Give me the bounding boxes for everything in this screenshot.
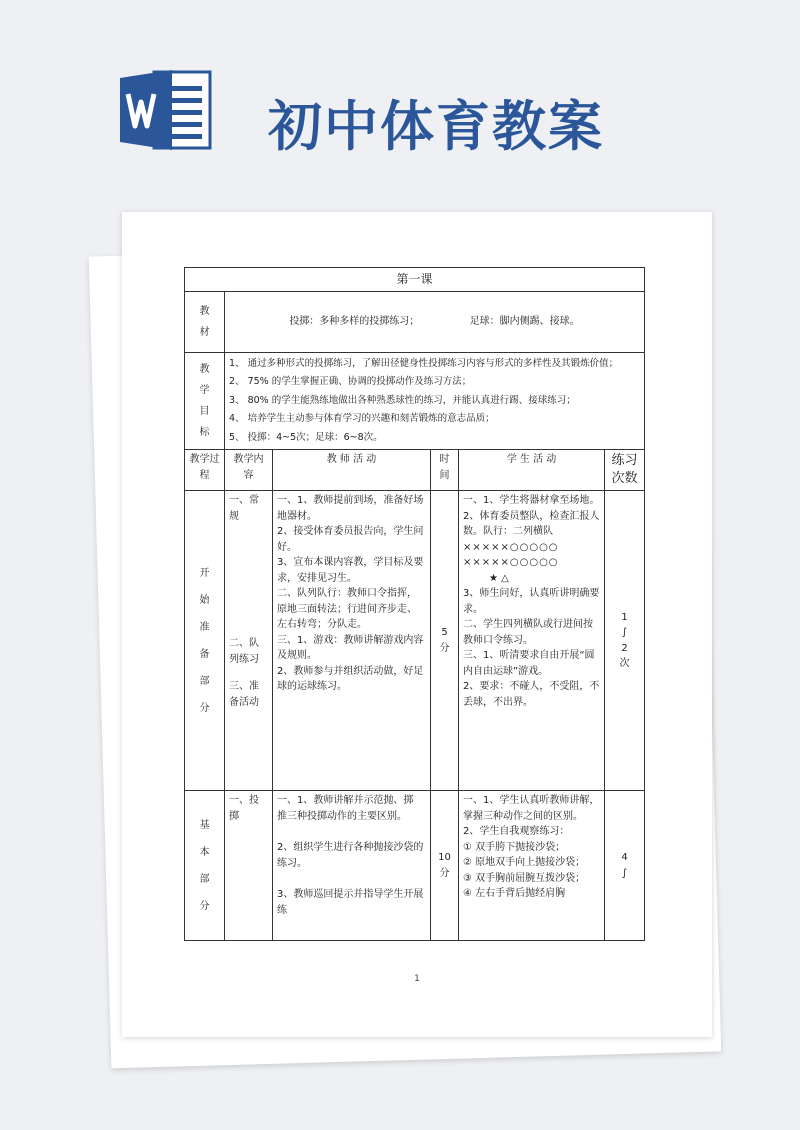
header-content: 教学内容 bbox=[225, 450, 273, 491]
basic-section-teacher bbox=[273, 791, 431, 941]
teacher-step: 3、教师巡回提示并指导学生开展练 bbox=[277, 889, 424, 916]
student-step: 2、学生自我观察练习： bbox=[463, 826, 570, 838]
start-section-time: 5 分 bbox=[431, 491, 459, 791]
content-item: 一、常规 bbox=[229, 495, 259, 522]
objective-item: 4、 培养学生主动参与体育学习的兴趣和刻苦锻炼的意志品质； bbox=[229, 413, 495, 425]
start-section-row bbox=[185, 491, 645, 791]
header-student: 学 生 活 动 bbox=[459, 450, 605, 491]
header-practice: 练习次数 bbox=[605, 450, 645, 491]
formation-markers: ★ △ bbox=[489, 572, 509, 584]
column-header-row bbox=[185, 450, 645, 491]
objective-item: 5、 投掷：4~5次；足球：6~8次。 bbox=[229, 431, 383, 443]
basic-section-time: 10 分 bbox=[431, 791, 459, 941]
content-item: 三、准备活动 bbox=[229, 681, 259, 708]
student-step: 二、学生四列横队或行进间按教师口令练习。 bbox=[463, 619, 593, 646]
teacher-step: 二、队列队行：教师口令指挥，原地三面转法；行进间齐步走、左右转弯；分队走。 bbox=[277, 588, 417, 631]
basic-section-content bbox=[225, 791, 273, 941]
objectives-label: 教 学 目 标 bbox=[185, 352, 225, 450]
start-section-label: 开 始 准 备 部 分 bbox=[185, 491, 225, 791]
student-step: 2、体育委员整队，检查汇报人数。队行：二列横队 bbox=[463, 510, 600, 538]
basic-section-student bbox=[459, 791, 605, 941]
objective-item: 3、 80% 的学生能熟练地做出各种熟悉球性的练习，并能认真进行踢、接球练习； bbox=[229, 394, 576, 406]
page-title: 初中体育教案 bbox=[268, 94, 604, 158]
student-step: ④ 左右手背后抛经肩胸 bbox=[463, 888, 566, 900]
objectives-row bbox=[185, 352, 645, 450]
student-step: ③ 双手胸前屈腕互拨沙袋； bbox=[463, 872, 586, 884]
student-step: 3、师生问好，认真听讲明确要求。 bbox=[463, 588, 600, 615]
word-logo-icon bbox=[120, 68, 212, 152]
start-section-teacher bbox=[273, 491, 431, 791]
start-section-practice: 1 ∫ 2 次 bbox=[605, 491, 645, 791]
teacher-step: 三、1、游戏：教师讲解游戏内容及规则。 bbox=[277, 634, 424, 662]
student-step: 2、要求：不碰人，不受阻，不丢球，不出界。 bbox=[463, 681, 600, 708]
formation-row: ×××××○○○○○ bbox=[463, 557, 559, 569]
basic-section-label: 基 本 部 分 bbox=[185, 791, 225, 941]
header-time: 时间 bbox=[431, 450, 459, 491]
teacher-step: 2、接受体育委员报告向，学生问好。 bbox=[277, 526, 424, 553]
student-step: ② 原地双手向上抛接沙袋； bbox=[463, 857, 586, 869]
teacher-step: 3、宣布本课内容教，学目标及要求，安排见习生。 bbox=[277, 557, 424, 584]
teacher-step: 一、1、教师讲解并示范抛、掷 推三种投掷动作的主要区别。 bbox=[277, 795, 414, 822]
start-section-student bbox=[459, 491, 605, 791]
student-step: 三、1、听清要求自由开展“圆内自由运球”游戏。 bbox=[463, 650, 595, 677]
content-item: 一、投掷 bbox=[229, 795, 259, 822]
materials-row bbox=[185, 291, 645, 352]
header-process: 教学过程 bbox=[185, 450, 225, 491]
objective-item: 1、 通过多种形式的投掷练习，了解田径健身性投掷练习内容与形式的多样性及其锻炼价值； bbox=[229, 357, 619, 369]
basic-section-row bbox=[185, 791, 645, 941]
objective-item: 2、 75% 的学生掌握正确、协调的投掷动作及练习方法； bbox=[229, 376, 472, 388]
content-item: 二、队列练习 bbox=[229, 638, 259, 665]
student-step: 一、1、学生将器材拿至场地。 bbox=[463, 495, 600, 507]
student-step: ① 双手胯下抛接沙袋； bbox=[463, 841, 566, 853]
page-number: 1 bbox=[414, 974, 420, 984]
objectives-list bbox=[225, 352, 645, 450]
materials-text: 投掷：多种多样的投掷练习； 足球：脚内侧踢、接球。 bbox=[225, 291, 645, 352]
materials-label: 教 材 bbox=[185, 291, 225, 352]
teacher-step: 2、教师参与并组织活动做，好足球的运球练习。 bbox=[277, 665, 424, 693]
lesson-title: 第一课 bbox=[185, 268, 645, 292]
title-row bbox=[185, 268, 645, 292]
basic-section-practice: 4 ∫ bbox=[605, 791, 645, 941]
document-page bbox=[122, 212, 712, 1037]
start-section-content bbox=[225, 491, 273, 791]
teacher-step: 2、组织学生进行各种抛接沙袋的练习。 bbox=[277, 842, 424, 869]
student-step: 一、1、学生认真听教师讲解，掌握三种动作之间的区别。 bbox=[463, 795, 600, 822]
teacher-step: 一、1、教师提前到场，准备好场地器材。 bbox=[277, 495, 424, 522]
lesson-plan-table bbox=[184, 267, 645, 941]
formation-row: ×××××○○○○○ bbox=[463, 541, 559, 553]
header-teacher: 教 师 活 动 bbox=[273, 450, 431, 491]
